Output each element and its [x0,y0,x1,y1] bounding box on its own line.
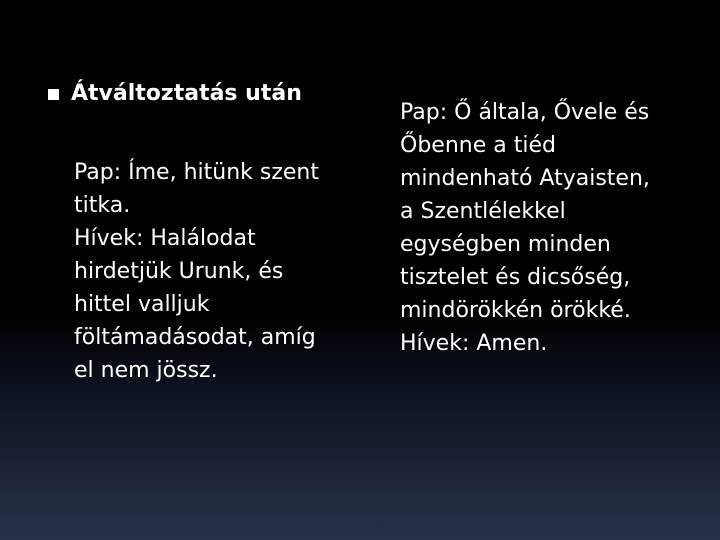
right-text-line: Őbenne a tiéd [400,133,556,158]
left-text-line: hirdetjük Urunk, és [74,259,284,284]
right-text-line: egységben minden [400,232,611,257]
right-text-line: Pap: Ő általa, Ővele és [400,100,650,125]
right-text-line: a Szentlélekkel [400,199,566,224]
right-text-line: mindörökkén örökké. [400,298,631,323]
slide-heading: Átváltoztatás után [71,81,302,106]
left-text-line: titka. [74,193,131,218]
heading-row [48,78,348,110]
left-text-line: hittel valljuk [74,292,210,317]
right-text-line: mindenható Atyaisten, [400,166,650,191]
left-column [48,78,348,387]
left-text-line: föltámadásodat, amíg [74,325,316,350]
square-bullet-icon [48,89,59,100]
left-text-line: Hívek: Halálodat [74,226,256,251]
left-text-block [74,156,354,387]
right-column [400,96,700,360]
left-text-line: Pap: Íme, hitünk szent [74,160,319,185]
right-text-line: Hívek: Amen. [400,331,548,356]
left-text-line: el nem jössz. [74,358,218,383]
right-text-line: tisztelet és dicsőség, [400,265,631,290]
